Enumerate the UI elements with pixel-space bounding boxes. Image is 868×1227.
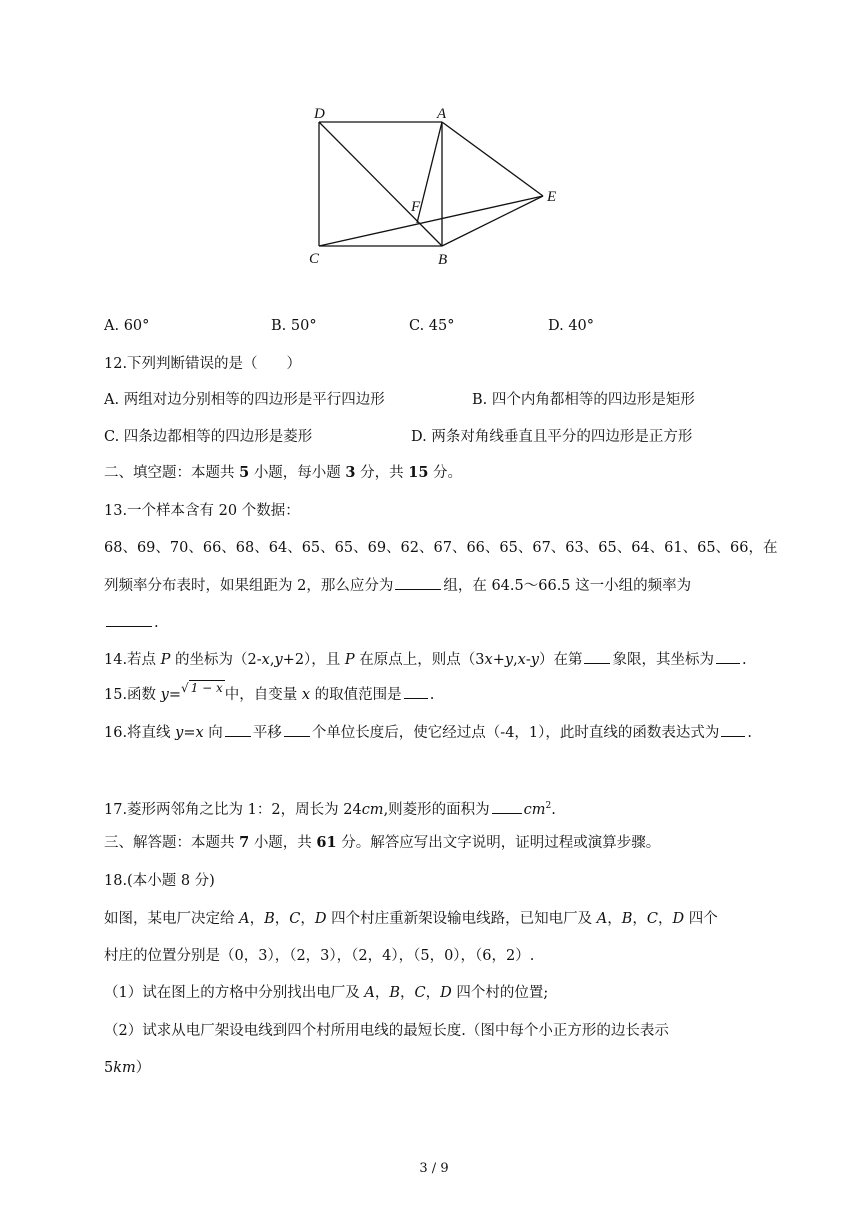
blank [395, 575, 441, 590]
q12-stem: 12.下列判断错误的是（ ） [104, 356, 302, 372]
label-A: A [437, 106, 447, 122]
q13-line3: 列频率分布表时，如果组距为 2，那么应分为 组，在 64.5～66.5 这一小组的频率为 [104, 575, 691, 596]
blank [106, 612, 152, 627]
q13-line4: . [104, 612, 159, 633]
label-B: B [438, 252, 448, 268]
q11-option-d: D. 40° [548, 318, 595, 334]
q14-line: 14.若点 P 的坐标为（2-x,y+2），且 P 在原点上，则点（3x+y,x-y）在第 象限，其坐标为 . [104, 649, 747, 670]
q18-sub1: （1）试在图上的方格中分别找出电厂及 A，B，C，D 四个村的位置; [104, 985, 549, 1001]
q12-option-d: D. 两条对角线垂直且平分的四边形是正方形 [411, 429, 693, 445]
geometry-figure [300, 100, 580, 275]
label-C: C [309, 251, 320, 267]
section3-heading: 三、解答题：本题共 7 小题，共 61 分。解答应写出文字说明，证明过程或演算步骤。 [104, 834, 661, 851]
blank [492, 799, 522, 814]
q11-option-a: A. 60° [104, 318, 150, 334]
q18-sub2-cont: 5km） [104, 1060, 151, 1076]
label-E: E [547, 189, 557, 205]
label-F: F [411, 199, 421, 215]
q18-line1: 如图，某电厂决定给 A，B，C，D 四个村庄重新架设输电线路，已知电厂及 A，B，C，D 四个 [104, 911, 718, 927]
blank [284, 722, 310, 737]
sqrt-expression: √ 1 − x [181, 681, 223, 695]
q18-sub2: （2）试求从电厂架设电线到四个村所用电线的最短长度.（图中每个小正方形的边长表示 [104, 1023, 669, 1039]
q16-line: 16.将直线 y=x 向 平移 个单位长度后，使它经过点（-4，1），此时直线的函数表达式为 . [104, 722, 752, 743]
blank [716, 649, 740, 664]
diagonal-DB [319, 122, 442, 246]
blank [404, 684, 428, 699]
segment-AF [417, 122, 442, 223]
edge-AE [442, 122, 543, 196]
edge-BE [442, 196, 543, 246]
q12-option-c: C. 四条边都相等的四边形是菱形 [104, 429, 313, 445]
q18-heading: 18.(本小题 8 分) [104, 873, 215, 889]
q15-line: 15.函数 y=√ 1 − x 中，自变量 x 的取值范围是 . [104, 684, 434, 705]
q12-option-b: B. 四个内角都相等的四边形是矩形 [472, 392, 695, 408]
q17-line: 17.菱形两邻角之比为 1：2，周长为 24cm,则菱形的面积为 $cm^2$. [104, 796, 556, 820]
blank [721, 722, 745, 737]
blank [225, 722, 251, 737]
q13-line2: 68、69、70、66、68、64、65、65、69、62、67、66、65、67、63、65、64、61、65、66，在 [104, 540, 778, 556]
section2-heading: 二、填空题：本题共 5 小题，每小题 3 分，共 15 分。 [104, 464, 463, 481]
q18-line2: 村庄的位置分别是（0，3），（2，3），（2，4），（5，0），（6，2）. [104, 948, 535, 964]
q13-line1: 13.一个样本含有 20 个数据： [104, 503, 300, 519]
q12-option-a: A. 两组对边分别相等的四边形是平行四边形 [104, 392, 385, 408]
q11-option-b: B. 50° [271, 318, 317, 334]
page-number: 3 / 9 [419, 1161, 449, 1176]
blank [584, 649, 610, 664]
q11-option-c: C. 45° [409, 318, 455, 334]
segment-CE [319, 196, 543, 246]
label-D: D [314, 106, 325, 122]
